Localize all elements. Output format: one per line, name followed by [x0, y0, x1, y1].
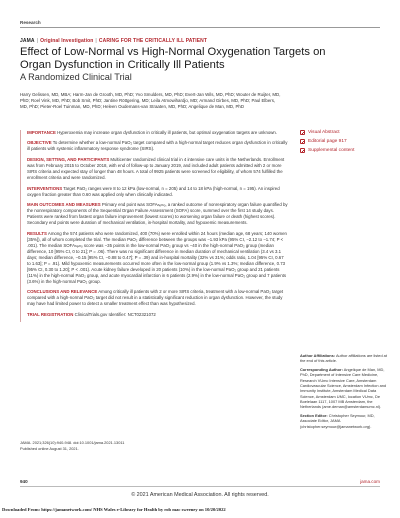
visual-abstract-link[interactable]: [300, 130, 390, 136]
section-tag: Research: [20, 20, 41, 25]
abstract-heading: DESIGN, SETTING, AND PARTICIPANTS: [27, 156, 110, 162]
side-note: [300, 413, 388, 429]
abstract-paragraph: [27, 157, 288, 181]
side-link-label: Editorial page 917: [308, 139, 347, 145]
side-note-heading: Section Editor:: [300, 412, 328, 418]
separator: |: [95, 38, 97, 44]
abstract-text: Among the 574 patients who were randomized, 400 (70%) were enrolled within 24 hours (median age, 68 years; 140 women [35%]), all of whom completed the trial. The median PaO₂ difference between the groups was −1.93 kPa (95% CI, −2.12 to −1.74; P < .001). The median SOFAₕₑₘₒ score was −35 points in the low-normal PaO₂ group vs −40 in the high-normal PaO₂ group (median difference, 10 [95% CI, 0 to 21]; P = .06). There was no significant difference in median duration of mechanical ventilation (3.4 vs 3.1 days; median difference, −0.15 [95% CI, −0.88 to 0.47]; P = .39) and in-hospital mortality (32% vs 31%; odds ratio, 1.04 [95% CI, 0.67 to 1.63]; P = .91). Mild hypoxemic measurements occurred more often in the low-normal group (1.9% vs 1.3%; median difference, 0.73 [95% CI, 0.30 to 1.20]; P < .001). Acute kidney failure developed in 20 patients (10%) in the low-normal PaO₂ group and 21 patients (11%) in the high-normal PaO₂ group, and acute myocardial infarction in 6 patients (2.9%) in the low-normal PaO₂ group and 7 patients (3.6%) in the high-normal PaO₂ group.: [27, 230, 287, 284]
article-category: Original Investigation: [40, 38, 94, 44]
journal-name: JAMA: [20, 38, 35, 44]
abstract-heading: MAIN OUTCOMES AND MEASURES: [27, 201, 101, 207]
side-note-heading: Corresponding Author:: [300, 367, 343, 373]
abstract-paragraph: [27, 186, 288, 198]
side-link-label: Supplemental content: [308, 148, 355, 154]
abstract-text: Among critically ill patients with 2 or more SIRS criteria, treatment with a low-normal PaO₂ target compared with a high-normal PaO₂ target did not result in a statistically significant reduction in organ dysfunction. However, the study may have had limited power to detect a smaller treatment effect than was hypothesized.: [27, 289, 284, 307]
abstract-paragraph: [27, 130, 288, 136]
article-topic: CARING FOR THE CRITICALLY ILL PATIENT: [98, 38, 208, 44]
abstract-heading: TRIAL REGISTRATION: [27, 311, 74, 317]
abstract-text: Multicenter randomized clinical trial in 4 intensive care units in the Netherlands. Enrollment was from February 2015 to October 2018, with end of follow-up to January 2019, and included adult patients admitted with 2 or more SIRS criteria and expected stay of longer than 48 hours. A total of 9925 patients were screened for eligibility, of whom 574 fulfilled the enrollment criteria and were randomized.: [27, 156, 285, 181]
abstract-text: To determine whether a low-normal PaO₂ target compared with a high-normal target reduces organ dysfunction in critically ill patients with systemic inflammatory response syndrome (SIRS).: [27, 140, 288, 152]
abstract-heading: OBJECTIVE: [27, 140, 52, 146]
abstract-paragraph: [27, 140, 288, 152]
side-note-text: Angelique de Man, MD, PhD, Department of Intensive Care Medicine, Research VUmc Intensive Care, Amsterdam Cardiovascular Science, Amsterdam Infection and Immunity Institute, Amsterdam Medical Data Science, Amsterdam UMC, location VUmc, De Boelelaan 1117, 1007 MB Amsterdam, the Netherlands (ame.deman@amsterdamumc.nl).: [300, 367, 387, 410]
separator: |: [36, 38, 39, 44]
copyright: © 2021 American Medical Association. All rights reserved.: [131, 492, 269, 498]
abstract-text: Primary end point was SOFAₕₑₘₒ, a ranked outcome of nonrespiratory organ failure quantified by the nonrespiratory components of the Sequential Organ Failure Assessment (SOFA) score, summed over the first 14 study days. Patients were ranked from fastest organ failure improvement (lowest scores) to worsening organ failure or death (highest scores). Secondary end points were duration of mechanical ventilation, in-hospital mortality, and hypoxemic measurements.: [27, 201, 288, 226]
side-note-heading: Author Affiliations:: [300, 353, 336, 358]
article-subtitle: A Randomized Clinical Trial: [20, 72, 132, 82]
article-title: Effect of Low-Normal vs High-Normal Oxygenation Targets on Organ Dysfunction in Critically Ill Patients: [20, 46, 326, 71]
supplemental-content-link[interactable]: [300, 148, 390, 154]
citation-line: Published online August 31, 2021.: [20, 445, 79, 451]
abstract-heading: RESULTS: [27, 230, 47, 236]
side-note: [300, 367, 388, 409]
citation: [20, 440, 270, 451]
abstract-text: Hyperoxemia may increase organ dysfunction in critically ill patients, but optimal oxygenation targets are unknown.: [55, 130, 278, 135]
abstract-heading: INTERVENTIONS: [27, 185, 63, 191]
side-link-label: Visual Abstract: [308, 130, 340, 136]
abstract-paragraph: [27, 202, 288, 226]
page-number: 940: [20, 479, 28, 484]
side-note-text: Christopher Seymour, MD, Associate Editor, JAMA (christopher.seymour@jamanetwork.org).: [300, 412, 375, 429]
section-divider: [20, 27, 380, 28]
abstract-heading: IMPORTANCE: [27, 130, 56, 135]
plus-icon: [300, 130, 305, 135]
plus-icon: [300, 139, 305, 144]
plus-icon: [300, 148, 305, 153]
side-notes: [300, 353, 388, 432]
abstract-paragraph: [27, 289, 288, 307]
side-note: [300, 353, 388, 364]
abstract-paragraph: [27, 231, 288, 285]
abstract-text: Target PaO₂ ranges were 8 to 12 kPa (low-normal, n = 205) and 14 to 18 kPa (high-normal, n = 195). An inspired oxygen fraction greater than 0.60 was applied only when clinically indicated.: [27, 185, 280, 197]
editorial-link[interactable]: [300, 139, 390, 145]
abstract-paragraph: [27, 312, 288, 318]
abstract: [20, 130, 288, 322]
side-note-text: Author affiliations are listed at the end of this article.: [300, 353, 387, 364]
journal-line: [20, 38, 207, 44]
site-link[interactable]: jama.com: [360, 479, 380, 484]
author-list: Harry Gelissen, MD, MBA; Harm-Jan de Grooth, MD, PhD; Yvo Smulders, MD, PhD; Evert-Jan Wils, MD, PhD; Wouter de Ruijter, MD, PhD; Roel Vink, MD, PhD; Bob Smit, PhD; Jantine Röttgering, MD; Leila Atmowihardjo, MD; Armand Girbes, MD, PhD; Paul Elbers, MD, PhD; Pieter-Roel Tuinman, MD, PhD; Heleen Oudemans-van Straaten, MD, PhD; Angelique de Man, MD, PhD: [20, 92, 281, 110]
abstract-heading: CONCLUSIONS AND RELEVANCE: [27, 289, 98, 295]
download-notice: Downloaded From: https://jamanetwork.com/ NHS Wales e-Library for Health by rob mac sweeney on 10/20/2022: [2, 507, 226, 512]
citation-line: JAMA. 2021;326(10):940-948. doi:10.1001/jama.2021.13011: [20, 440, 125, 445]
side-links: [300, 130, 390, 157]
trial-registration-link[interactable]: ClinicalTrials.gov Identifier: NCT02321072: [73, 311, 156, 317]
footer-divider: [20, 486, 380, 487]
